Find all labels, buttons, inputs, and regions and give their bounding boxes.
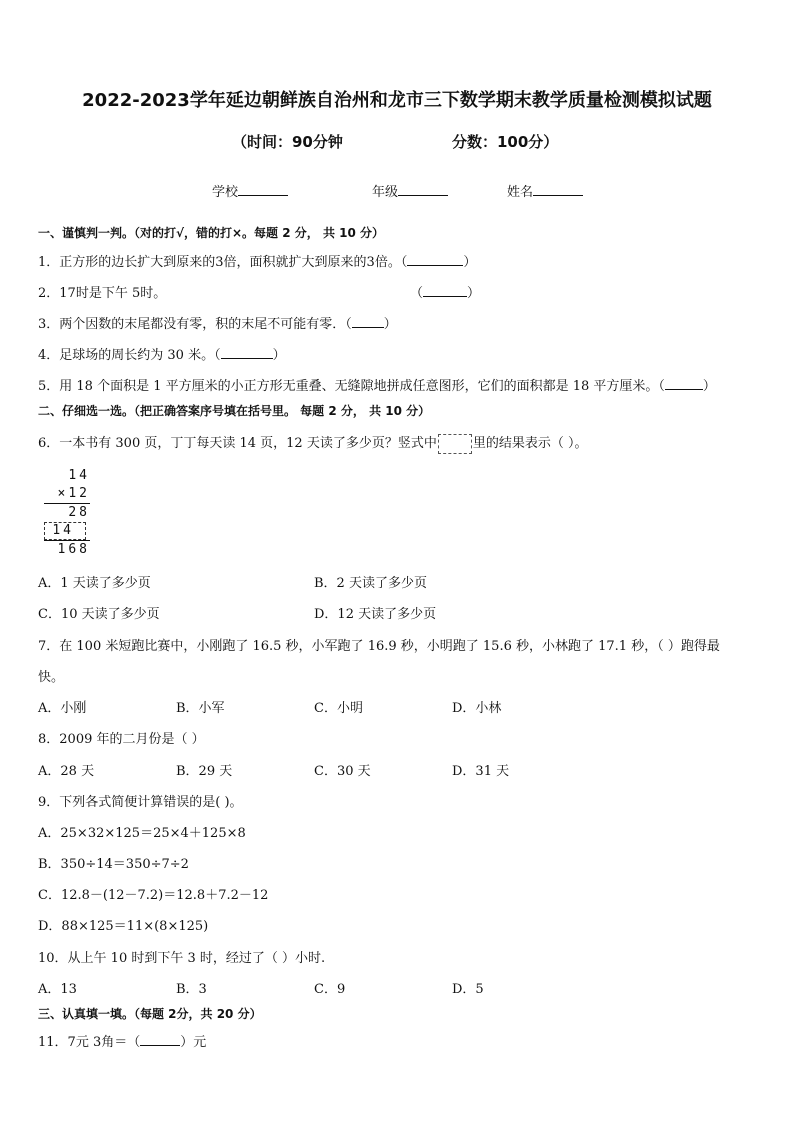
calc-line-2 bbox=[44, 540, 90, 541]
q6-text: 6．一本书有 300 页，丁丁每天读 14 页，12 天读了多少页？竖式中 bbox=[38, 436, 437, 451]
q11-text: 11．7元 3角＝（ bbox=[38, 1035, 141, 1050]
exam-score: 分数：100分） bbox=[452, 133, 559, 151]
question-9: 9．下列各式简便计算错误的是( )。 bbox=[38, 795, 243, 810]
grade-blank[interactable] bbox=[398, 182, 448, 196]
q10-option-d[interactable]: D．5 bbox=[452, 982, 484, 997]
calc-row-2: ×12 bbox=[57, 486, 90, 501]
q8-option-d[interactable]: D．31 天 bbox=[452, 764, 510, 779]
q8-option-a[interactable]: A．28 天 bbox=[38, 764, 95, 779]
q9-option-d[interactable]: D．88×125＝11×(8×125) bbox=[38, 919, 209, 934]
question-6 bbox=[38, 432, 587, 454]
name-field[interactable] bbox=[507, 181, 583, 200]
section2-heading: 二、仔细选一选。（把正确答案序号填在括号里。 每题 2 分， 共 10 分） bbox=[38, 404, 431, 418]
q1-answer-blank[interactable] bbox=[407, 253, 463, 266]
q3-answer-blank[interactable] bbox=[352, 315, 384, 328]
exam-title: 2022-2023学年延边朝鲜族自治州和龙市三下数学期末教学质量检测模拟试题 bbox=[82, 90, 712, 111]
q3-end: ） bbox=[383, 317, 397, 332]
grade-field[interactable] bbox=[372, 181, 448, 200]
q3-text: 3．两个因数的末尾都没有零，积的末尾不可能有零．（ bbox=[38, 317, 352, 332]
section1-heading: 一、谨慎判一判。（对的打√，错的打×。每题 2 分， 共 10 分） bbox=[38, 226, 384, 240]
question-5 bbox=[38, 375, 716, 394]
question-4 bbox=[38, 344, 286, 363]
grade-label: 年级 bbox=[372, 185, 399, 200]
q7-option-a[interactable]: A．小刚 bbox=[38, 701, 87, 716]
question-11 bbox=[38, 1031, 206, 1050]
q6-option-a[interactable]: A．1 天读了多少页 bbox=[38, 576, 151, 591]
q2-end: ） bbox=[467, 286, 481, 301]
calc-row-4: 14 bbox=[52, 523, 74, 538]
q1-end: ） bbox=[463, 255, 477, 270]
q9-option-c[interactable]: C．12.8－(12－7.2)＝12.8＋7.2－12 bbox=[38, 888, 269, 903]
question-7-cont: 快。 bbox=[38, 670, 65, 685]
q7-option-d[interactable]: D．小林 bbox=[452, 701, 502, 716]
calc-row-1: 14 bbox=[68, 468, 90, 483]
q5-text: 5．用 18 个面积是 1 平方厘米的小正方形无重叠、无缝隙地拼成任意图形，它们的面积都是 18 平方厘米。（ bbox=[38, 379, 665, 394]
q9-option-b[interactable]: B．350÷14＝350÷7÷2 bbox=[38, 857, 189, 872]
calc-row-5: 168 bbox=[57, 542, 90, 557]
q4-end: ） bbox=[272, 348, 286, 363]
q11-end: ）元 bbox=[180, 1035, 207, 1050]
name-blank[interactable] bbox=[533, 182, 583, 196]
q5-end: ） bbox=[702, 379, 716, 394]
question-8: 8．2009 年的二月份是（ ） bbox=[38, 732, 205, 747]
q11-answer-blank[interactable] bbox=[140, 1033, 180, 1046]
q6-option-d[interactable]: D．12 天读了多少页 bbox=[314, 607, 437, 622]
q1-text: 1．正方形的边长扩大到原来的3倍，面积就扩大到原来的3倍。（ bbox=[38, 255, 408, 270]
school-label: 学校 bbox=[212, 185, 239, 200]
q6-option-c[interactable]: C．10 天读了多少页 bbox=[38, 607, 160, 622]
calc-line-1 bbox=[44, 503, 90, 504]
q10-option-b[interactable]: B．3 bbox=[176, 982, 207, 997]
section3-heading: 三、认真填一填。（每题 2分，共 20 分） bbox=[38, 1007, 262, 1021]
q2-open: （ bbox=[410, 286, 424, 301]
q6-dashed-box bbox=[438, 434, 472, 454]
q4-text: 4．足球场的周长约为 30 米。（ bbox=[38, 348, 221, 363]
q7-option-c[interactable]: C．小明 bbox=[314, 701, 363, 716]
q10-option-c[interactable]: C．9 bbox=[314, 982, 346, 997]
calc-row-3: 28 bbox=[68, 505, 90, 520]
question-7: 7．在 100 米短跑比赛中，小刚跑了 16.5 秒，小军跑了 16.9 秒，小明跑了 15.6 秒，小林跑了 17.1 秒，（ ）跑得最 bbox=[38, 639, 720, 654]
question-1 bbox=[38, 251, 476, 270]
question-2 bbox=[38, 282, 166, 301]
q8-option-c[interactable]: C．30 天 bbox=[314, 764, 371, 779]
school-blank[interactable] bbox=[238, 182, 288, 196]
q6-text2: 里的结果表示（ ）。 bbox=[472, 436, 588, 451]
q10-option-a[interactable]: A．13 bbox=[38, 982, 77, 997]
q2-text: 2．17时是下午 5时。 bbox=[38, 286, 167, 301]
school-field[interactable] bbox=[212, 181, 288, 200]
question-2-answer bbox=[410, 282, 480, 301]
name-label: 姓名 bbox=[507, 185, 534, 200]
q5-answer-blank[interactable] bbox=[665, 377, 703, 390]
question-10: 10．从上午 10 时到下午 3 时，经过了（ ）小时. bbox=[38, 951, 326, 966]
q2-answer-blank[interactable] bbox=[423, 284, 467, 297]
q6-option-b[interactable]: B．2 天读了多少页 bbox=[314, 576, 427, 591]
question-3 bbox=[38, 313, 397, 332]
q7-option-b[interactable]: B．小军 bbox=[176, 701, 225, 716]
exam-time: （时间：90分钟 bbox=[232, 133, 343, 151]
q8-option-b[interactable]: B．29 天 bbox=[176, 764, 233, 779]
q9-option-a[interactable]: A．25×32×125＝25×4＋125×8 bbox=[38, 826, 246, 841]
q4-answer-blank[interactable] bbox=[221, 346, 273, 359]
